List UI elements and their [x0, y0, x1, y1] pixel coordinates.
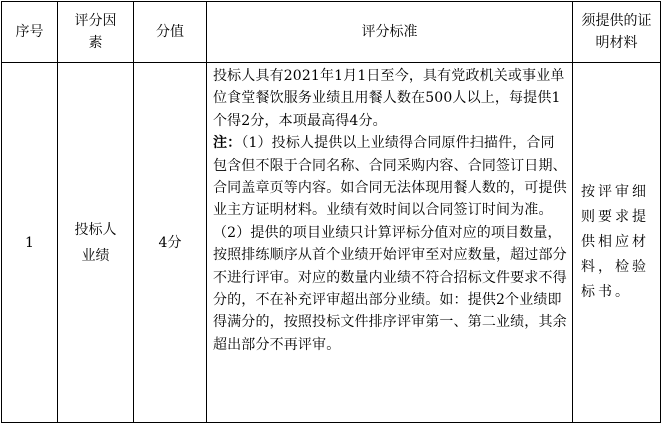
header-row: [2, 2, 661, 63]
header-score: 分值: [134, 2, 207, 63]
cell-criteria: [207, 63, 573, 423]
note-label: 注：: [213, 135, 242, 152]
header-factor: [58, 2, 134, 63]
header-materials: [573, 2, 661, 63]
cell-seq: 1: [2, 63, 58, 423]
cell-materials: 按评审细则要求提供相应材料，检验标书。: [573, 63, 661, 423]
cell-score: 4分: [134, 63, 207, 423]
criteria-note-1: [213, 132, 567, 222]
cell-factor: [58, 63, 134, 423]
scoring-table: [1, 1, 661, 423]
criteria-intro: 投标人具有2021年1月1日至今，具有党政机关或事业单位食堂餐饮服务业绩且用餐人数在500人以上，每提供1个得2分，本项最高得4分。: [213, 68, 565, 129]
table-row: [2, 63, 661, 423]
header-materials-text: 须提供的证明材料: [581, 13, 652, 51]
header-factor-text: 评分因素: [74, 13, 117, 51]
criteria-note-2: （2）提供的项目业绩只计算评标分值对应的项目数量，按照排练顺序从首个业绩开始评审至对应数量，超过部分不进行评审。对应的数量内业绩不符合招标文件要求不得分的，不在补充评审超出部分业绩。如：提供2个业绩即得满分的，按照投标文件排序评审第一、第二业绩，其余超出部分不再评审。: [213, 224, 567, 353]
header-seq: 序号: [2, 2, 58, 63]
header-criteria: 评分标准: [207, 2, 573, 63]
cell-factor-text: 投标人业绩: [74, 221, 117, 264]
note-1-text: （1）投标人提供以上业绩得合同原件扫描件，合同包含但不限于合同名称、合同采购内容、合同签订日期、合同盖章页等内容。如合同无法体现用餐人数的，可提供业主方证明材料。业绩有效时间以合同签订时间为准。: [213, 135, 567, 219]
